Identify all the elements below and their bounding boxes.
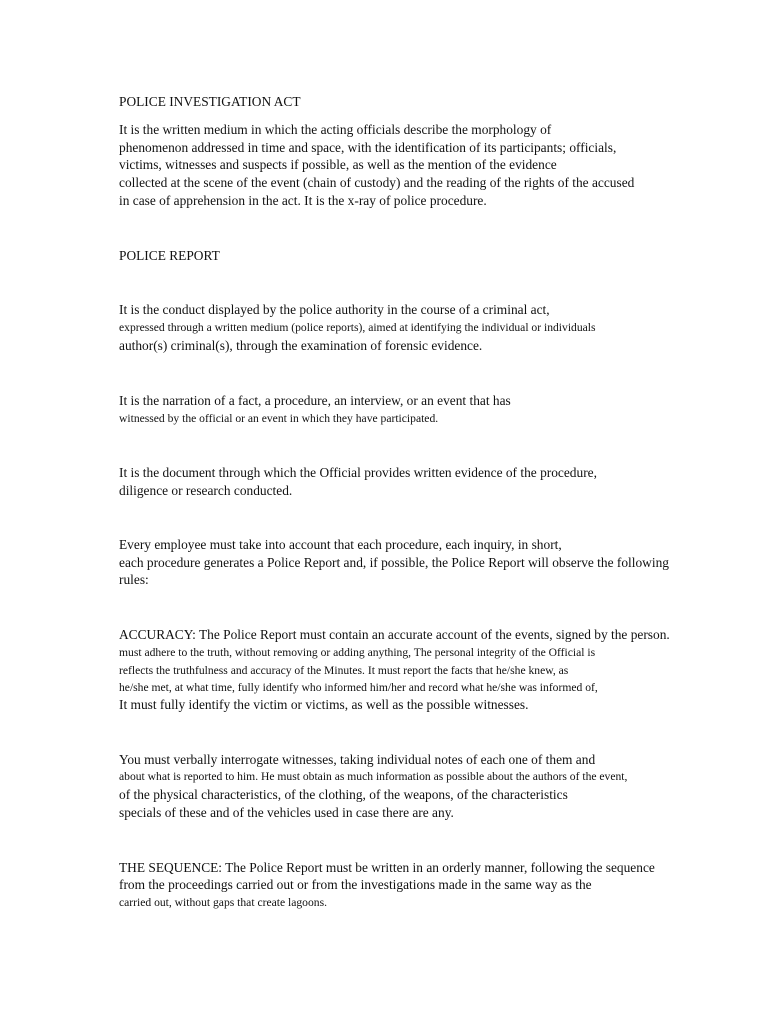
text-line: rules: bbox=[119, 572, 149, 587]
text-line: reflects the truthfulness and accuracy of the Minutes. It must report the facts that he/she knew, as bbox=[119, 664, 569, 677]
text-line: It is the written medium in which the acting officials describe the morphology of bbox=[119, 122, 552, 137]
text-line: expressed through a written medium (police reports), aimed at identifying the individual or individuals bbox=[119, 321, 596, 334]
text-line: must adhere to the truth, without removing or adding anything, The personal integrity of the Official is bbox=[119, 646, 596, 659]
text-line: in case of apprehension in the act. It is the x-ray of police procedure. bbox=[119, 193, 487, 208]
text-line: author(s) criminal(s), through the examination of forensic evidence. bbox=[119, 338, 483, 353]
text-line: carried out, without gaps that create lagoons. bbox=[119, 896, 327, 909]
section-heading: POLICE INVESTIGATION ACT bbox=[119, 94, 301, 109]
text-line: It is the document through which the Official provides written evidence of the procedure, bbox=[119, 465, 597, 480]
text-line: THE SEQUENCE: The Police Report must be written in an orderly manner, following the sequence bbox=[119, 860, 655, 875]
text-line: phenomenon addressed in time and space, with the identification of its participants; officials, bbox=[119, 140, 617, 155]
text-line: he/she met, at what time, fully identify who informed him/her and record what he/she was informed of, bbox=[119, 681, 598, 694]
text-line: diligence or research conducted. bbox=[119, 483, 293, 498]
text-line: witnessed by the official or an event in which they have participated. bbox=[119, 412, 439, 425]
text-line: specials of these and of the vehicles used in case there are any. bbox=[119, 805, 454, 820]
text-line: about what is reported to him. He must obtain as much information as possible about the authors of the event, bbox=[119, 770, 628, 783]
text-line: of the physical characteristics, of the clothing, of the weapons, of the characteristics bbox=[119, 787, 568, 802]
text-line: It is the conduct displayed by the police authority in the course of a criminal act, bbox=[119, 302, 550, 317]
text-line: You must verbally interrogate witnesses, taking individual notes of each one of them and bbox=[119, 752, 596, 767]
text-line: collected at the scene of the event (chain of custody) and the reading of the rights of the accused bbox=[119, 175, 635, 190]
text-line: ACCURACY: The Police Report must contain an accurate account of the events, signed by the person. bbox=[119, 627, 670, 642]
text-line: from the proceedings carried out or from the investigations made in the same way as the bbox=[119, 877, 592, 892]
text-line: It must fully identify the victim or victims, as well as the possible witnesses. bbox=[119, 697, 529, 712]
section-heading: POLICE REPORT bbox=[119, 248, 220, 263]
text-line: It is the narration of a fact, a procedure, an interview, or an event that has bbox=[119, 393, 511, 408]
text-line: each procedure generates a Police Report and, if possible, the Police Report will observe the following bbox=[119, 555, 669, 570]
text-line: Every employee must take into account that each procedure, each inquiry, in short, bbox=[119, 537, 562, 552]
text-line: victims, witnesses and suspects if possible, as well as the mention of the evidence bbox=[119, 157, 557, 172]
